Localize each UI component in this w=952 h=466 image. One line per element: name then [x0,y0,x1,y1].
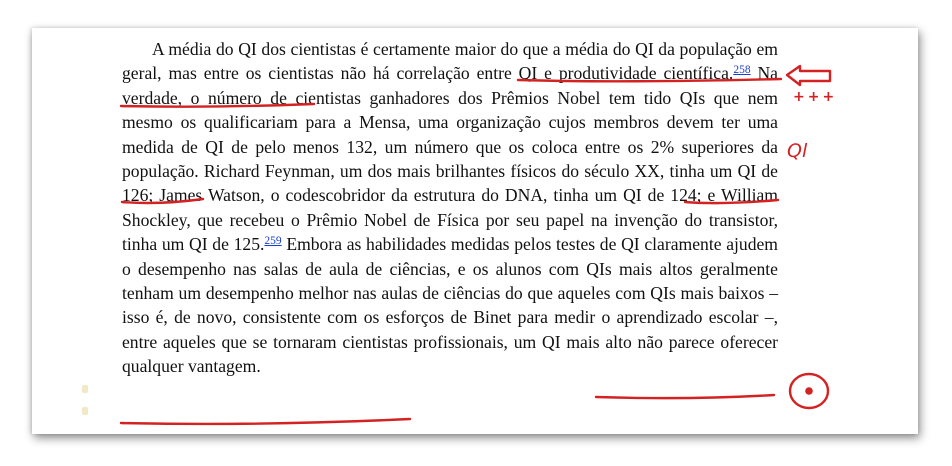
highlighted-name: Feynman [264,161,331,182]
highlighted-phrase: não há correlação entre QI e produtividade científica [340,63,729,84]
footnote-link-258[interactable]: 258 [733,64,751,77]
text-segment: . [256,356,261,377]
stray-mark [82,385,88,393]
plus-marks: +++ [793,89,838,105]
footnote-ref [733,64,750,76]
text-segment: ; James Watson, o codescobridor da estrutura do DNA, tinha um QI de 124; e William Shockley, que recebeu o Prêmio Nobel de Física por seu papel na invenção do transistor, tinha um QI de 125. [122,185,778,255]
highlighted-conclusion: um QI mais alto não parece oferecer qualquer vantagem [122,331,779,377]
footnote-ref [264,235,281,247]
text-segment: A média do QI dos cientistas é certamente maior do que a média do QI da população em geral, mas entre os cientistas [122,39,778,84]
book-paragraph [122,37,778,379]
text-segment: Na verdade, o número de cientistas ganhadores dos Prêmios Nobel tem tido QIs que nem mesmo os qualificariam para a Mensa, uma organização cujos membros devem ter uma medida de QI de pelo menos 132, um número que os coloca entre os 2% superiores da população. Richard [122,63,778,182]
highlighted-iq-value: QI de 126 [122,161,778,206]
text-segment: , um dos mais brilhantes físicos do século XX, tinha um [330,161,738,182]
text-segment: Embora as habilidades medidas pelos testes de QI claramente ajudem o desempenho nas salas de aula de ciências, e os alunos com QIs mais altos geralmente tenham um desempenho melhor nas aulas de ciências do que aqueles com QIs mais baixos – isso é, de novo, consistente com os esforços de Binet para medir o aprendizado escolar –, entre aqueles que se tornaram cientistas profissionais, [122,234,778,352]
text-segment: . [728,63,734,84]
stray-mark [82,407,88,415]
footnote-link-259[interactable]: 259 [264,235,282,248]
margin-note: Ql [787,140,808,162]
